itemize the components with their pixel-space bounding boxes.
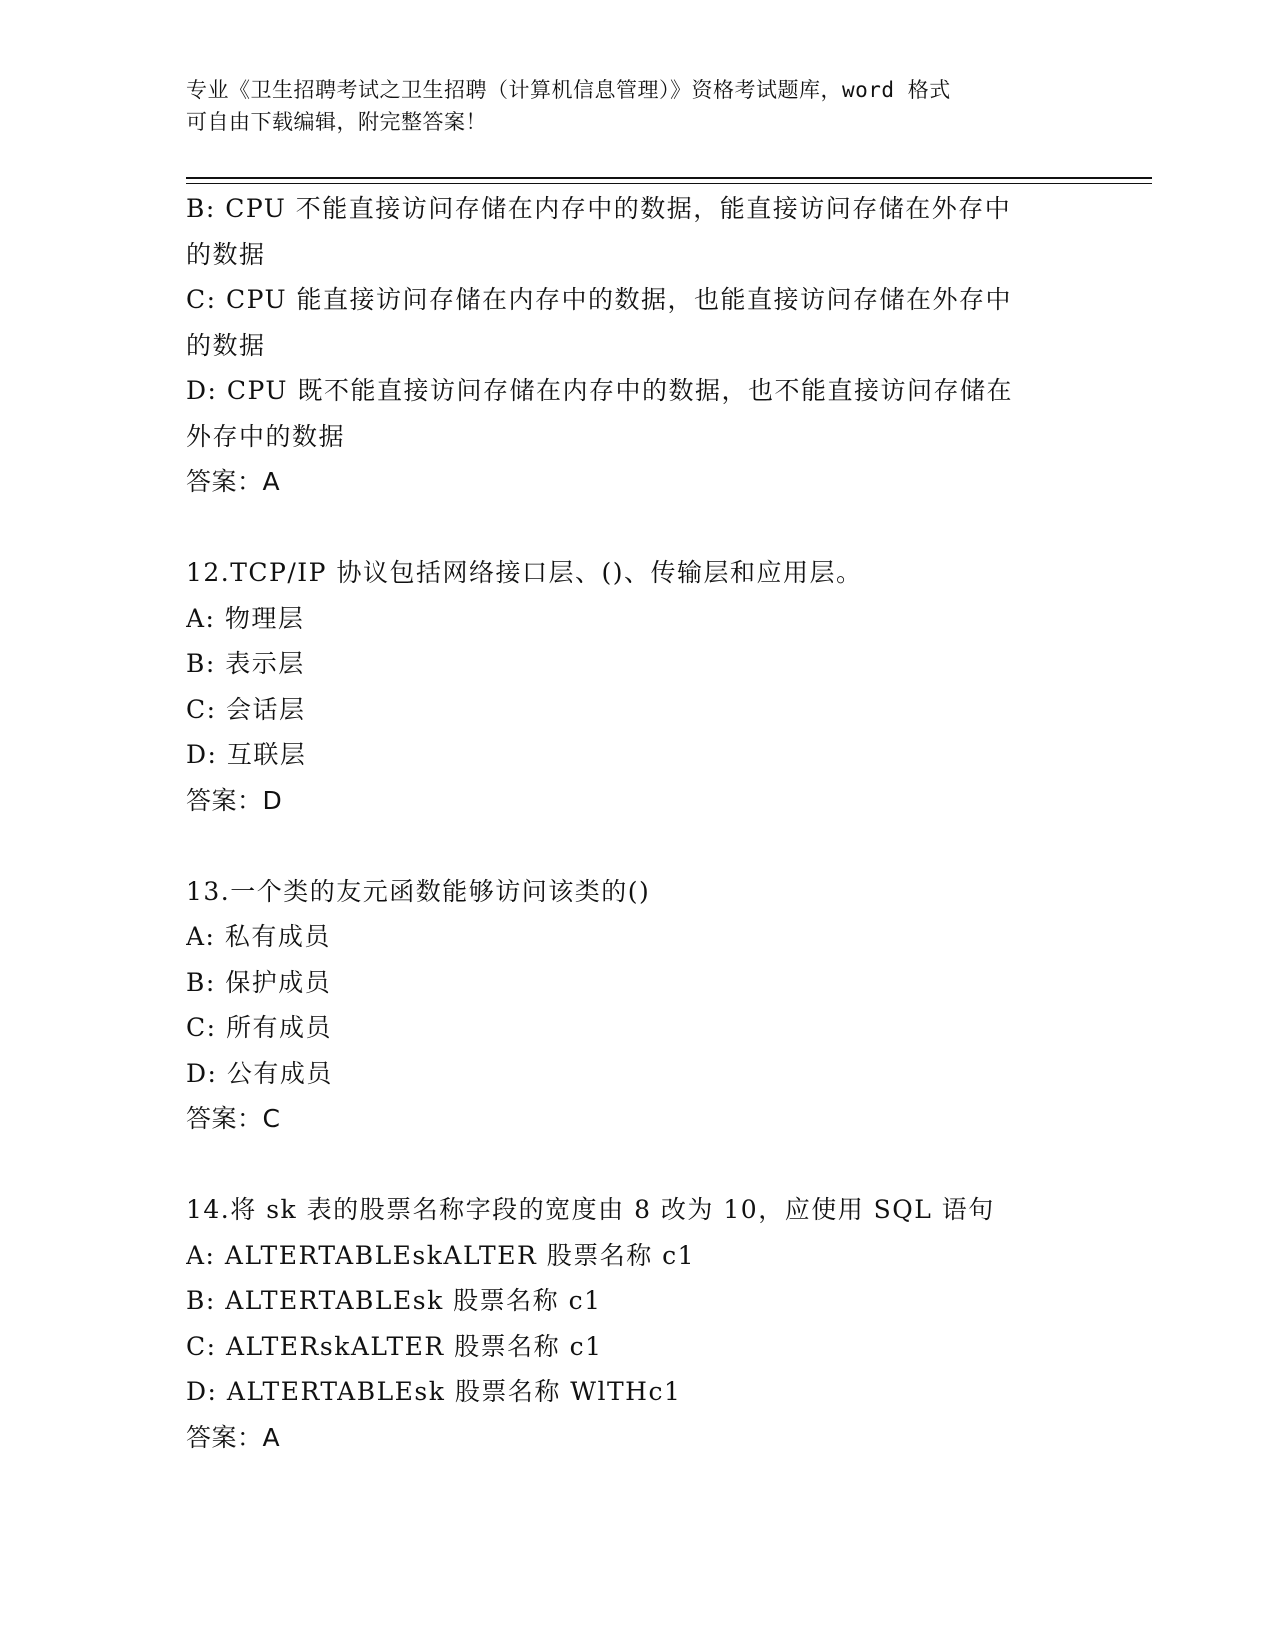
- spacer: [186, 505, 1066, 551]
- q14-question: 14.将 sk 表的股票名称字段的宽度由 8 改为 10，应使用 SQL 语句: [186, 1195, 995, 1224]
- q11-option-d-line-1: D: CPU 既不能直接访问存储在内存中的数据，也不能直接访问存储在: [186, 376, 1013, 405]
- q13-option-c: C: 所有成员: [186, 1013, 332, 1042]
- q14-option-a: A: ALTERTABLEskALTER 股票名称 c1: [186, 1240, 696, 1270]
- spacer: [186, 1142, 1066, 1188]
- q11-answer: 答案：A: [186, 467, 281, 496]
- q14-option-b: B: ALTERTABLEsk 股票名称 c1: [186, 1286, 602, 1315]
- q14-answer: 答案：A: [186, 1422, 281, 1452]
- header-line-1: 专业《卫生招聘考试之卫生招聘（计算机信息管理）》资格考试题库，word 格式: [186, 78, 951, 102]
- header-divider-thin: [186, 183, 1152, 184]
- q12-option-d: D: 互联层: [186, 740, 307, 769]
- q13-option-a: A: 私有成员: [186, 922, 331, 951]
- question-13-block: [186, 869, 1066, 1142]
- q11-option-c-line-2: 的数据: [186, 330, 266, 360]
- q13-option-b: B: 保护成员: [186, 967, 332, 997]
- q14-option-c: C: ALTERskALTER 股票名称 c1: [186, 1331, 603, 1361]
- q13-option-d: D: 公有成员: [186, 1058, 333, 1088]
- question-14-block: [186, 1187, 1066, 1460]
- q14-option-d: D: ALTERTABLEsk 股票名称 WlTHc1: [186, 1377, 682, 1406]
- q12-option-a: A: 物理层: [186, 603, 305, 633]
- q12-option-b: B: 表示层: [186, 649, 305, 678]
- q12-option-c: C: 会话层: [186, 694, 306, 724]
- header-line-2: 可自由下载编辑，附完整答案！: [186, 110, 487, 134]
- q11-option-b-line-1: B: CPU 不能直接访问存储在内存中的数据，能直接访问存储在外存中: [186, 194, 1012, 223]
- q12-answer: 答案：D: [186, 785, 283, 815]
- question-12-block: [186, 550, 1066, 823]
- q13-answer: 答案：C: [186, 1104, 281, 1133]
- question-11-block: [186, 186, 1066, 505]
- q11-option-b-line-2: 的数据: [186, 239, 266, 269]
- q13-question: 13.一个类的友元函数能够访问该类的(): [186, 876, 651, 906]
- q12-question: 12.TCP/IP 协议包括网络接口层、()、传输层和应用层。: [186, 558, 863, 587]
- q11-option-c-line-1: C: CPU 能直接访问存储在内存中的数据，也能直接访问存储在外存中: [186, 285, 1013, 314]
- header-divider-thick: [186, 177, 1152, 179]
- spacer: [186, 823, 1066, 869]
- document-header: [186, 74, 1066, 138]
- q11-option-d-line-2: 外存中的数据: [186, 421, 346, 451]
- question-list: [186, 186, 1066, 1460]
